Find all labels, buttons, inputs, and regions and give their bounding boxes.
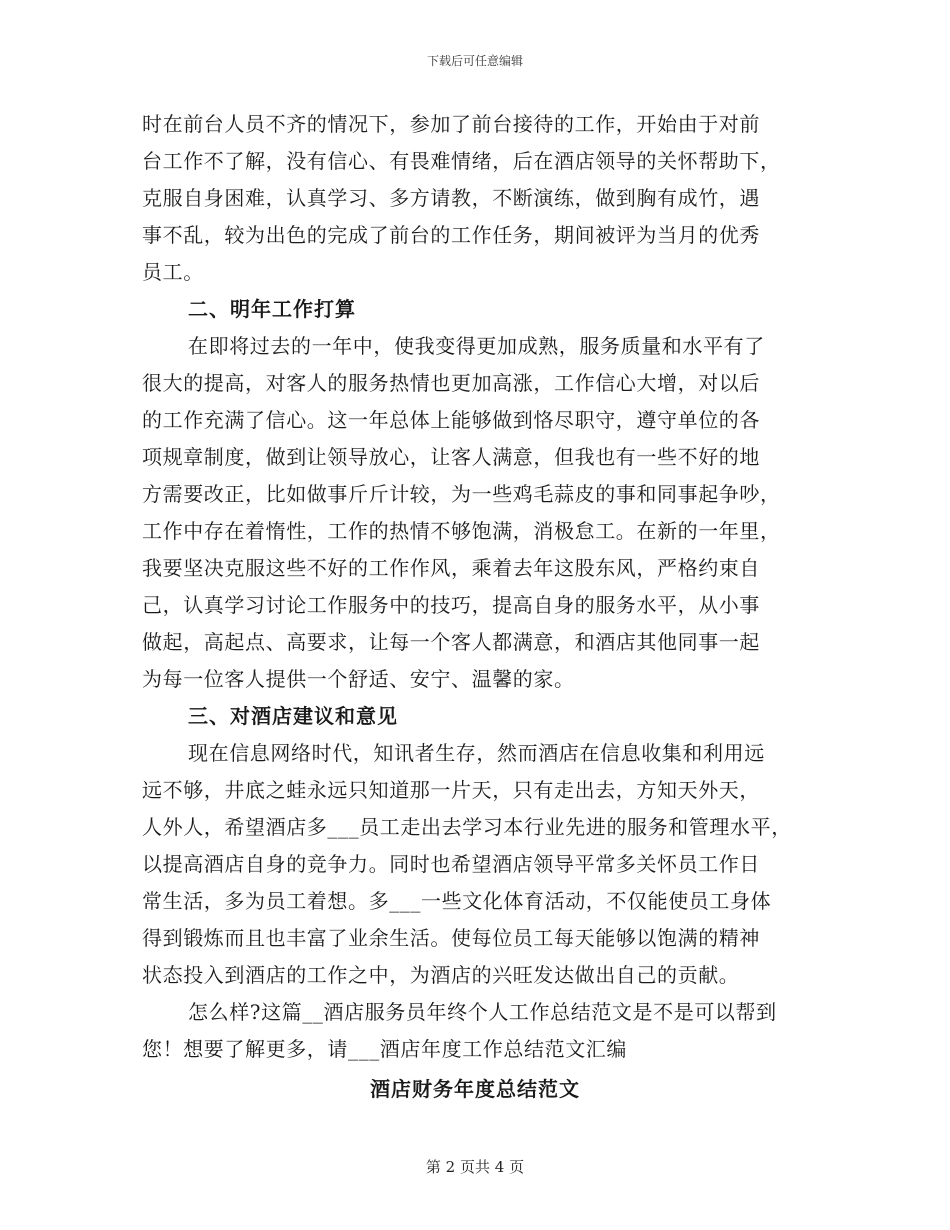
paragraph-line: 以提高酒店自身的竞争力。同时也希望酒店领导平常多关怀员工作日 bbox=[142, 852, 760, 876]
paragraph-line: 怎么样?这篇__酒店服务员年终个人工作总结范文是不是可以帮到 bbox=[188, 1000, 777, 1024]
document-title: 酒店财务年度总结范文 bbox=[370, 1077, 580, 1101]
paragraph-line: 现在信息网络时代，知讯者生存，然而酒店在信息收集和利用远 bbox=[188, 741, 765, 765]
paragraph-line: 在即将过去的一年中，使我变得更加成熟，服务质量和水平有了 bbox=[188, 334, 765, 358]
paragraph-line: 状态投入到酒店的工作之中，为酒店的兴旺发达做出自己的贡献。 bbox=[142, 963, 740, 987]
paragraph-line: 您！想要了解更多，请___酒店年度工作总结范文汇编 bbox=[142, 1037, 627, 1061]
paragraph-line: 我要坚决克服这些不好的工作作风，乘着去年这股东风，严格约束自 bbox=[142, 556, 760, 580]
paragraph-line: 员工。 bbox=[142, 260, 204, 284]
paragraph-line: 克服自身困难，认真学习、多方请教，不断演练，做到胸有成竹，遇 bbox=[142, 186, 760, 210]
paragraph-line: 时在前台人员不齐的情况下，参加了前台接待的工作，开始由于对前 bbox=[142, 112, 760, 136]
document-body bbox=[142, 106, 822, 1068]
paragraph-line: 得到锻炼而且也丰富了业余生活。使每位员工每天能够以饱满的精神 bbox=[142, 926, 760, 950]
paragraph-line: 台工作不了解，没有信心、有畏难情绪，后在酒店领导的关怀帮助下， bbox=[142, 149, 781, 173]
page-header: 下载后可任意编辑 bbox=[426, 54, 523, 68]
paragraph-line: 远不够，井底之蛙永远只知道那一片天，只有走出去，方知天外天， bbox=[142, 778, 760, 802]
paragraph-line: 做起，高起点、高要求，让每一个客人都满意，和酒店其他同事一起 bbox=[142, 630, 760, 654]
paragraph-line: 己，认真学习讨论工作服务中的技巧，提高自身的服务水平，从小事 bbox=[142, 593, 760, 617]
paragraph-line: 的工作充满了信心。这一年总体上能够做到恪尽职守，遵守单位的各 bbox=[142, 408, 760, 432]
paragraph-line: 很大的提高，对客人的服务热情也更加高涨，工作信心大增，对以后 bbox=[142, 371, 760, 395]
paragraph-line: 人外人，希望酒店多___员工走出去学习本行业先进的服务和管理水平， bbox=[142, 815, 792, 839]
paragraph-line: 项规章制度，做到让领导放心，让客人满意，但我也有一些不好的地 bbox=[142, 445, 760, 469]
section-heading: 三、对酒店建议和意见 bbox=[188, 704, 398, 728]
paragraph-line: 方需要改正，比如做事斤斤计较，为一些鸡毛蒜皮的事和同事起争吵， bbox=[142, 482, 781, 506]
paragraph-line: 为每一位客人提供一个舒适、安宁、温馨的家。 bbox=[142, 667, 575, 691]
paragraph-line: 事不乱，较为出色的完成了前台的工作任务，期间被评为当月的优秀 bbox=[142, 223, 760, 247]
paragraph-line: 常生活，多为员工着想。多___一些文化体育活动，不仅能使员工身体 bbox=[142, 889, 772, 913]
paragraph-line: 工作中存在着惰性，工作的热情不够饱满，消极怠工。在新的一年里， bbox=[142, 519, 781, 543]
page-footer: 第 2 页共 4 页 bbox=[425, 1158, 525, 1176]
section-heading: 二、明年工作打算 bbox=[188, 297, 356, 321]
